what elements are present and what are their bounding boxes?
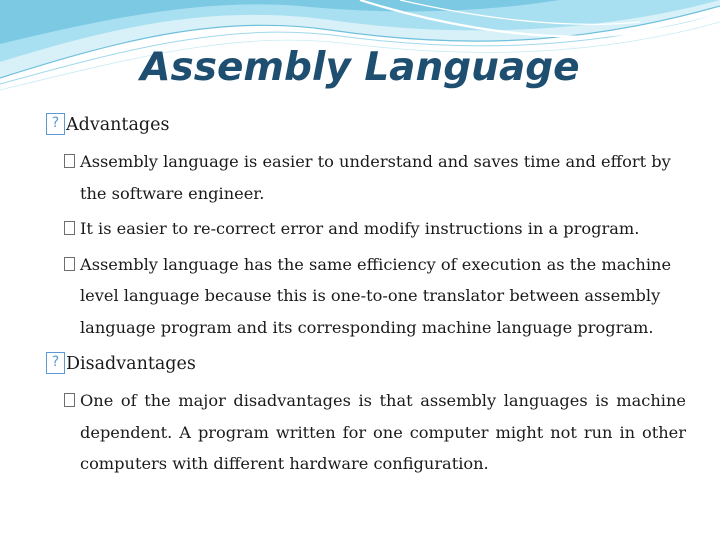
section-disadvantages bbox=[46, 349, 686, 480]
small-square-bullet-icon bbox=[64, 257, 75, 271]
list-item bbox=[64, 213, 686, 245]
slide-body bbox=[46, 110, 686, 480]
list-item bbox=[64, 249, 686, 344]
section-heading-disadvantages bbox=[46, 349, 686, 379]
section-heading-text: Disadvantages bbox=[66, 354, 196, 374]
small-square-bullet-icon bbox=[64, 221, 75, 235]
section-heading-advantages bbox=[46, 110, 686, 140]
square-bullet-icon: ? bbox=[46, 113, 65, 135]
list-item-text: Assembly language is easier to understand and saves time and effort by the software engineer. bbox=[80, 152, 671, 203]
section-heading-text: Advantages bbox=[66, 115, 170, 135]
list-item-text: Assembly language has the same efficiency of execution as the machine level language because this is one-to-one translator between assembly language program and its corresponding machine language program. bbox=[80, 254, 672, 337]
list-item-text: One of the major disadvantages is that assembly languages is machine dependent. A program written for one computer might not run in other computers with different hardware configuration. bbox=[80, 391, 686, 473]
list-item-text: It is easier to re-correct error and modify instructions in a program. bbox=[80, 219, 640, 238]
square-bullet-icon: ? bbox=[46, 352, 65, 374]
slide-title: Assembly Language bbox=[140, 45, 580, 90]
list-item bbox=[64, 146, 686, 209]
small-square-bullet-icon bbox=[64, 154, 75, 168]
section-advantages bbox=[46, 110, 686, 343]
list-item bbox=[64, 385, 686, 480]
small-square-bullet-icon bbox=[64, 393, 75, 407]
